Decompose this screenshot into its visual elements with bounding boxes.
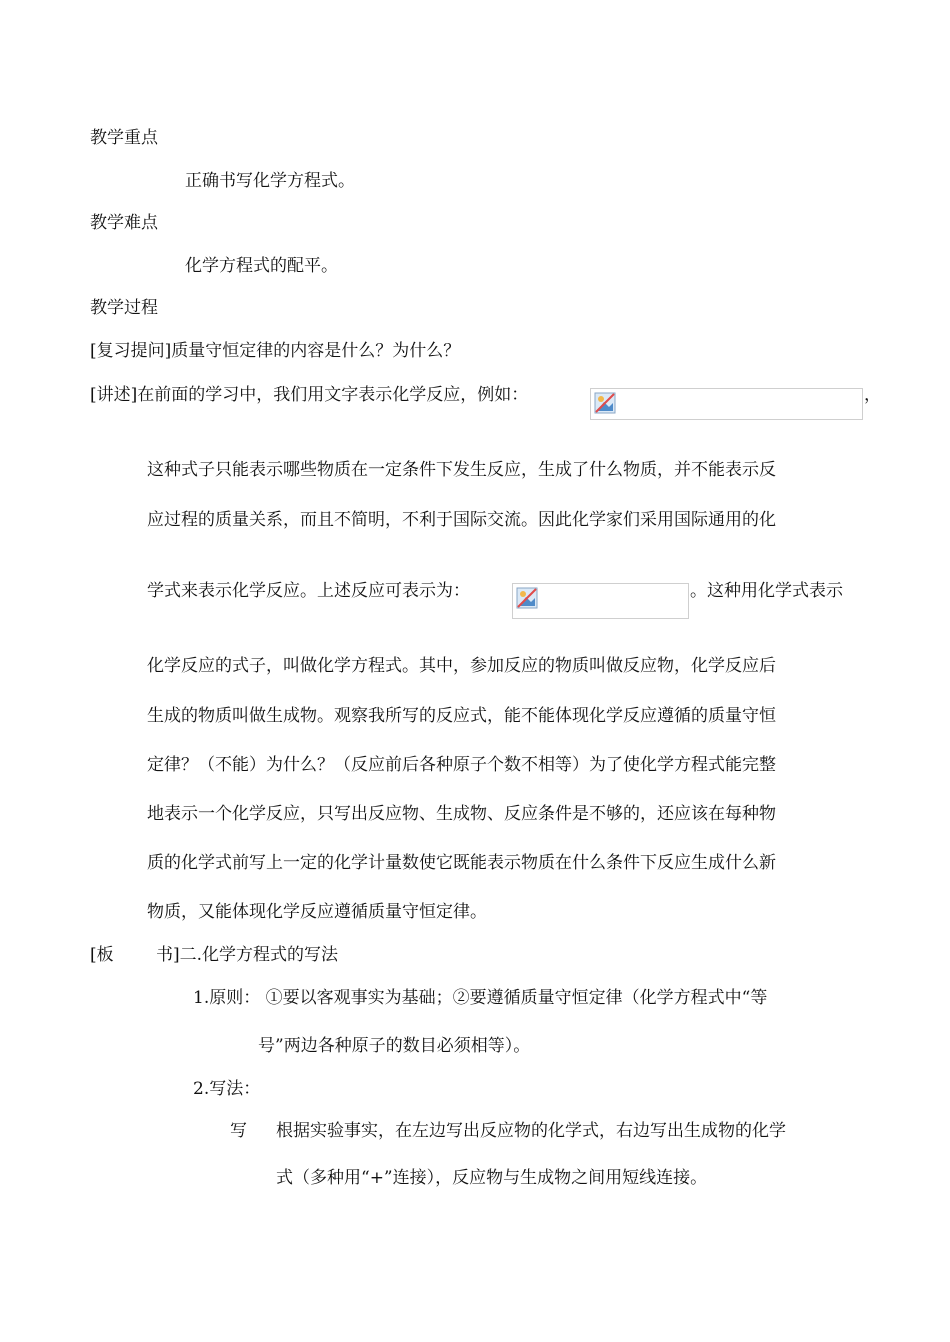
board-heading: 书]二.化学方程式的写法: [156, 945, 339, 965]
broken-image-icon: [594, 392, 616, 414]
lecture-para1-line3a: 学式来表示化学反应。上述反应可表示为：: [147, 581, 470, 601]
word-equation-image: [590, 388, 863, 420]
key-point-text: 正确书写化学方程式。: [185, 171, 355, 191]
lecture-para2-line4: 地表示一个化学反应，只写出反应物、生成物、反应条件是不够的，还应该在每种物: [147, 804, 776, 824]
lecture-comma: ，: [864, 385, 881, 405]
lecture-para2-line1: 化学反应的式子，叫做化学方程式。其中，参加反应的物质叫做反应物，化学反应后: [147, 656, 776, 676]
method-heading: 2.写法：: [193, 1079, 261, 1099]
formula-equation-image: [512, 583, 689, 619]
difficulty-text: 化学方程式的配平。: [185, 256, 338, 276]
lecture-intro: [讲述]在前面的学习中，我们用文字表示化学反应，例如：: [90, 385, 529, 405]
review-question: [复习提问]质量守恒定律的内容是什么？为什么？: [90, 341, 461, 361]
principle-line1: 1.原则： ①要以客观事实为基础；②要遵循质量守恒定律（化学方程式中“等: [193, 988, 768, 1008]
lecture-para1-line1: 这种式子只能表示哪些物质在一定条件下发生反应，生成了什么物质，并不能表示反: [147, 460, 776, 480]
write-line2: 式（多种用“+”连接），反应物与生成物之间用短线连接。: [276, 1168, 708, 1188]
principle-line2: 号”两边各种原子的数目必须相等）。: [258, 1036, 531, 1056]
lecture-para2-line3: 定律？（不能）为什么？（反应前后各种原子个数不相等）为了使化学方程式能完整: [147, 755, 776, 775]
difficulty-heading: 教学难点: [90, 213, 158, 233]
board-tag-open: [板: [90, 945, 114, 965]
process-heading: 教学过程: [90, 298, 158, 318]
lecture-para2-line5: 质的化学式前写上一定的化学计量数使它既能表示物质在什么条件下反应生成什么新: [147, 853, 776, 873]
broken-image-icon: [516, 587, 538, 609]
key-point-heading: 教学重点: [90, 128, 158, 148]
lecture-para1-line3b: 。这种用化学式表示: [690, 581, 843, 601]
lecture-para2-line2: 生成的物质叫做生成物。观察我所写的反应式，能不能体现化学反应遵循的质量守恒: [147, 706, 776, 726]
write-line1: 根据实验事实，在左边写出反应物的化学式，右边写出生成物的化学: [276, 1121, 786, 1141]
write-label: 写: [230, 1121, 247, 1141]
lecture-para2-line6: 物质，又能体现化学反应遵循质量守恒定律。: [147, 902, 487, 922]
lecture-para1-line2: 应过程的质量关系，而且不简明，不利于国际交流。因此化学家们采用国际通用的化: [147, 510, 776, 530]
